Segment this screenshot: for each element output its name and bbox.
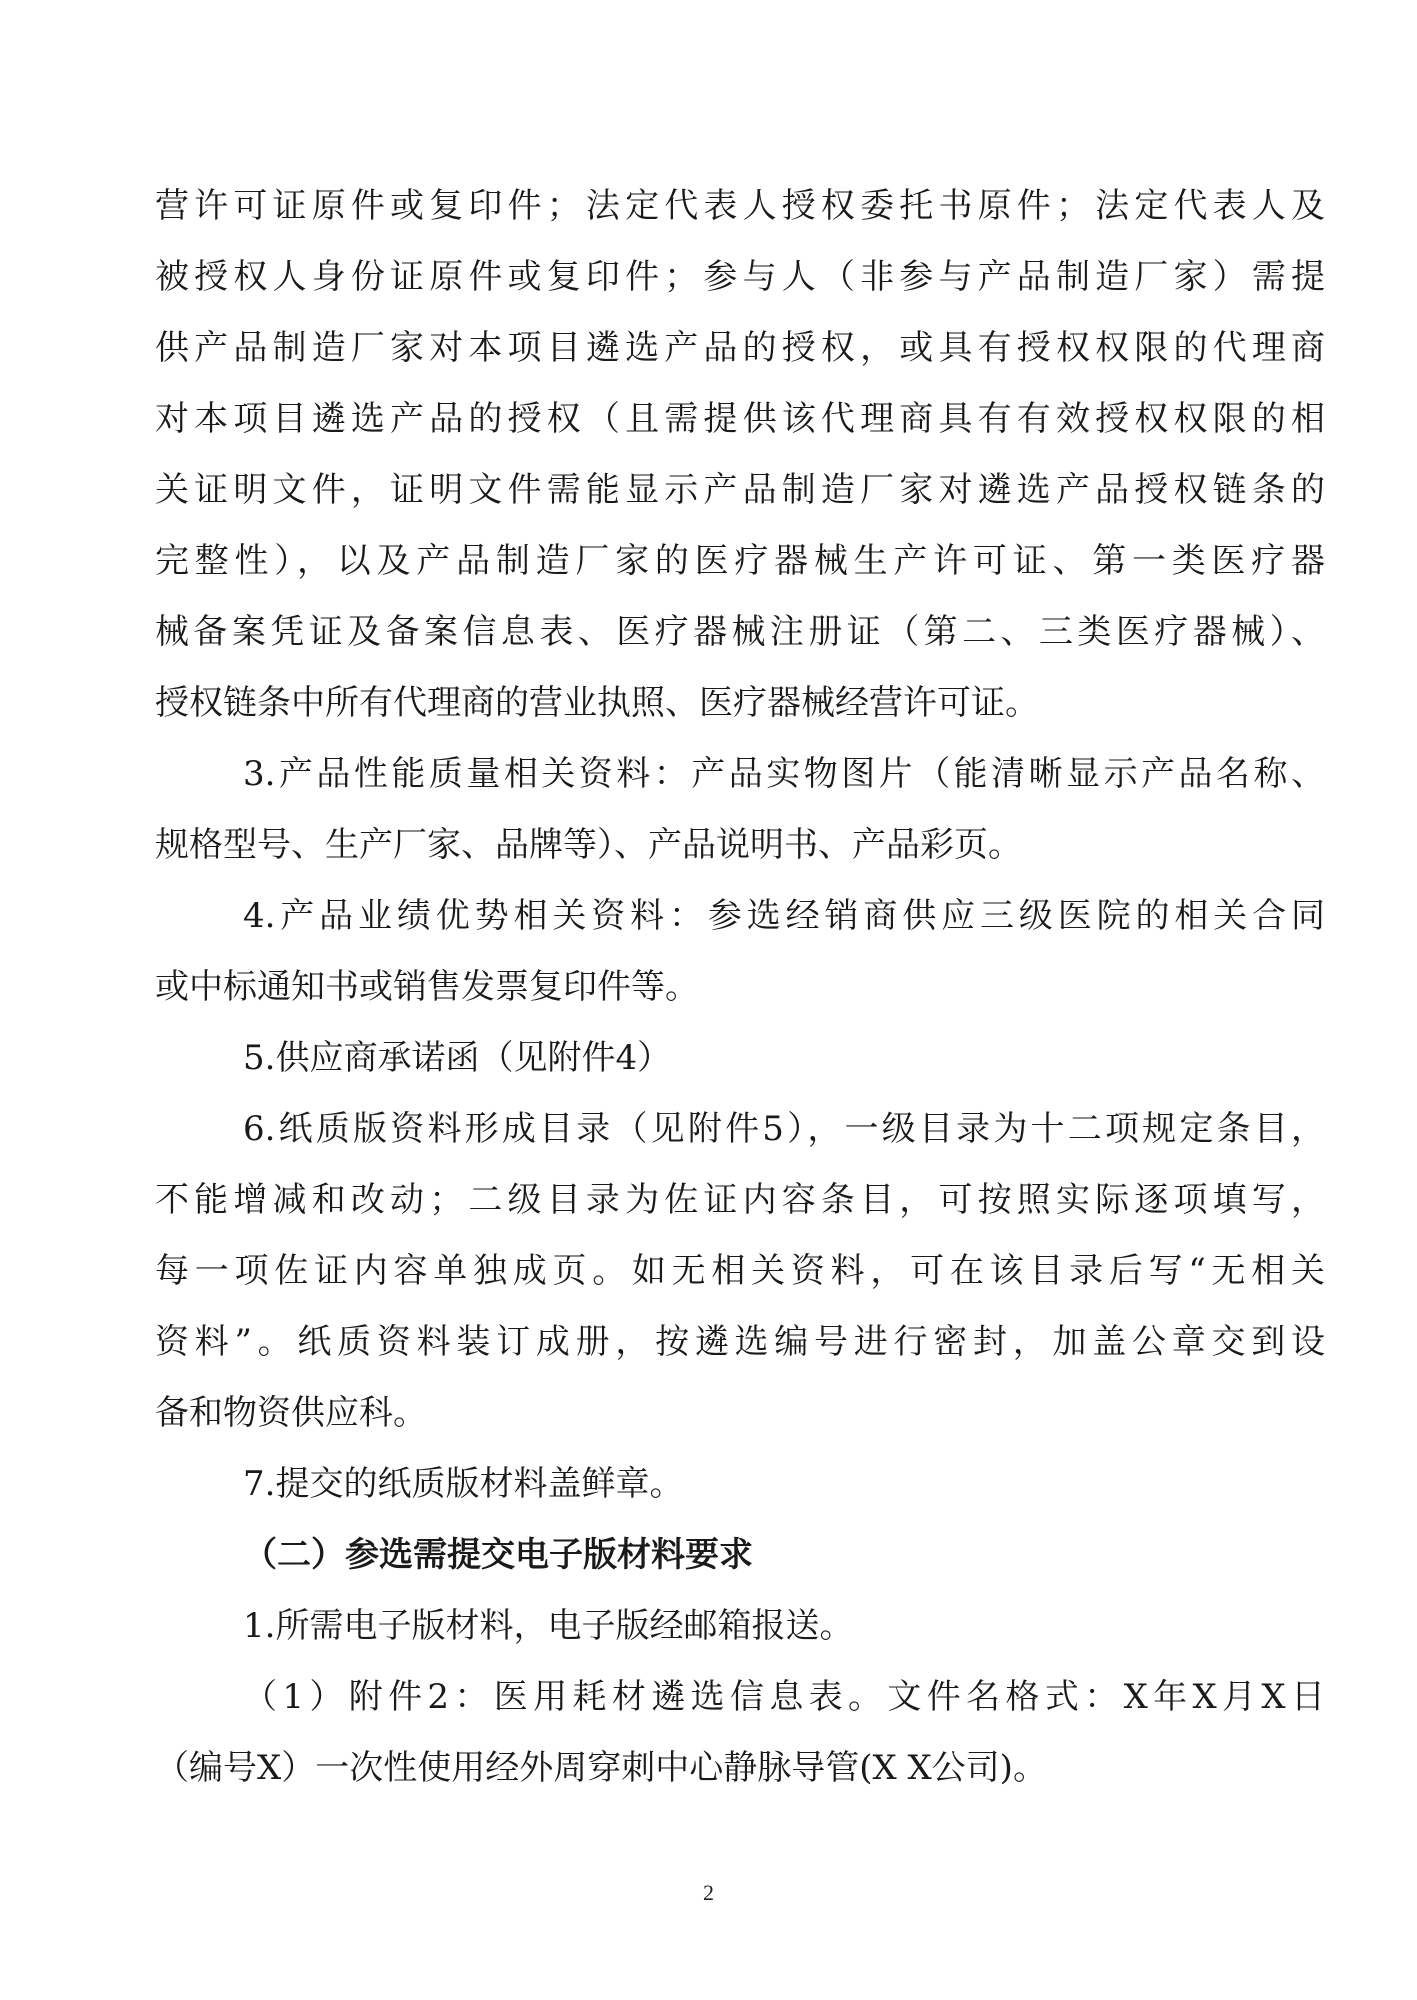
page-number: 2 [703, 1880, 714, 1905]
text-line: 或中标通知书或销售发票复印件等。 [155, 967, 699, 1007]
text-line: 被授权人身份证原件或复印件；参与人（非参与产品制造厂家）需提 [155, 257, 1325, 297]
text-line: （编号X）一次性使用经外周穿刺中心静脉导管(X X公司)。 [155, 1748, 1047, 1788]
text-line: （1）附件2：医用耗材遴选信息表。文件名格式：X年X月X日 [243, 1677, 1325, 1717]
text-line: 械备案凭证及备案信息表、医疗器械注册证（第二、三类医疗器械）、 [155, 612, 1325, 652]
text-line: 6.纸质版资料形成目录（见附件5），一级目录为十二项规定条目， [243, 1109, 1325, 1149]
text-line: 1.所需电子版材料，电子版经邮箱报送。 [243, 1606, 854, 1646]
text-line: 规格型号、生产厂家、品牌等）、产品说明书、产品彩页。 [155, 825, 1022, 865]
document-body [155, 171, 1325, 1804]
section-heading: （二）参选需提交电子版材料要求 [243, 1535, 753, 1575]
text-line: 不能增减和改动；二级目录为佐证内容条目，可按照实际逐项填写， [155, 1180, 1325, 1220]
text-line: 5.供应商承诺函（见附件4） [243, 1038, 672, 1078]
text-line: 7.提交的纸质版材料盖鲜章。 [243, 1464, 684, 1504]
text-line: 授权链条中所有代理商的营业执照、医疗器械经营许可证。 [155, 683, 1039, 723]
text-line: 关证明文件，证明文件需能显示产品制造厂家对遴选产品授权链条的 [155, 470, 1325, 510]
text-line: 对本项目遴选产品的授权（且需提供该代理商具有有效授权权限的相 [155, 399, 1325, 439]
text-line: 完整性），以及产品制造厂家的医疗器械生产许可证、第一类医疗器 [155, 541, 1325, 581]
text-line: 供产品制造厂家对本项目遴选产品的授权，或具有授权权限的代理商 [155, 328, 1325, 368]
text-line: 营许可证原件或复印件；法定代表人授权委托书原件；法定代表人及 [155, 186, 1325, 226]
text-line: 资料”。纸质资料装订成册，按遴选编号进行密封，加盖公章交到设 [155, 1322, 1325, 1362]
text-line: 3.产品性能质量相关资料：产品实物图片（能清晰显示产品名称、 [243, 754, 1325, 794]
text-line: 备和物资供应科。 [155, 1393, 427, 1433]
text-line: 每一项佐证内容单独成页。如无相关资料，可在该目录后写“无相关 [155, 1251, 1325, 1291]
text-line: 4.产品业绩优势相关资料：参选经销商供应三级医院的相关合同 [243, 896, 1325, 936]
